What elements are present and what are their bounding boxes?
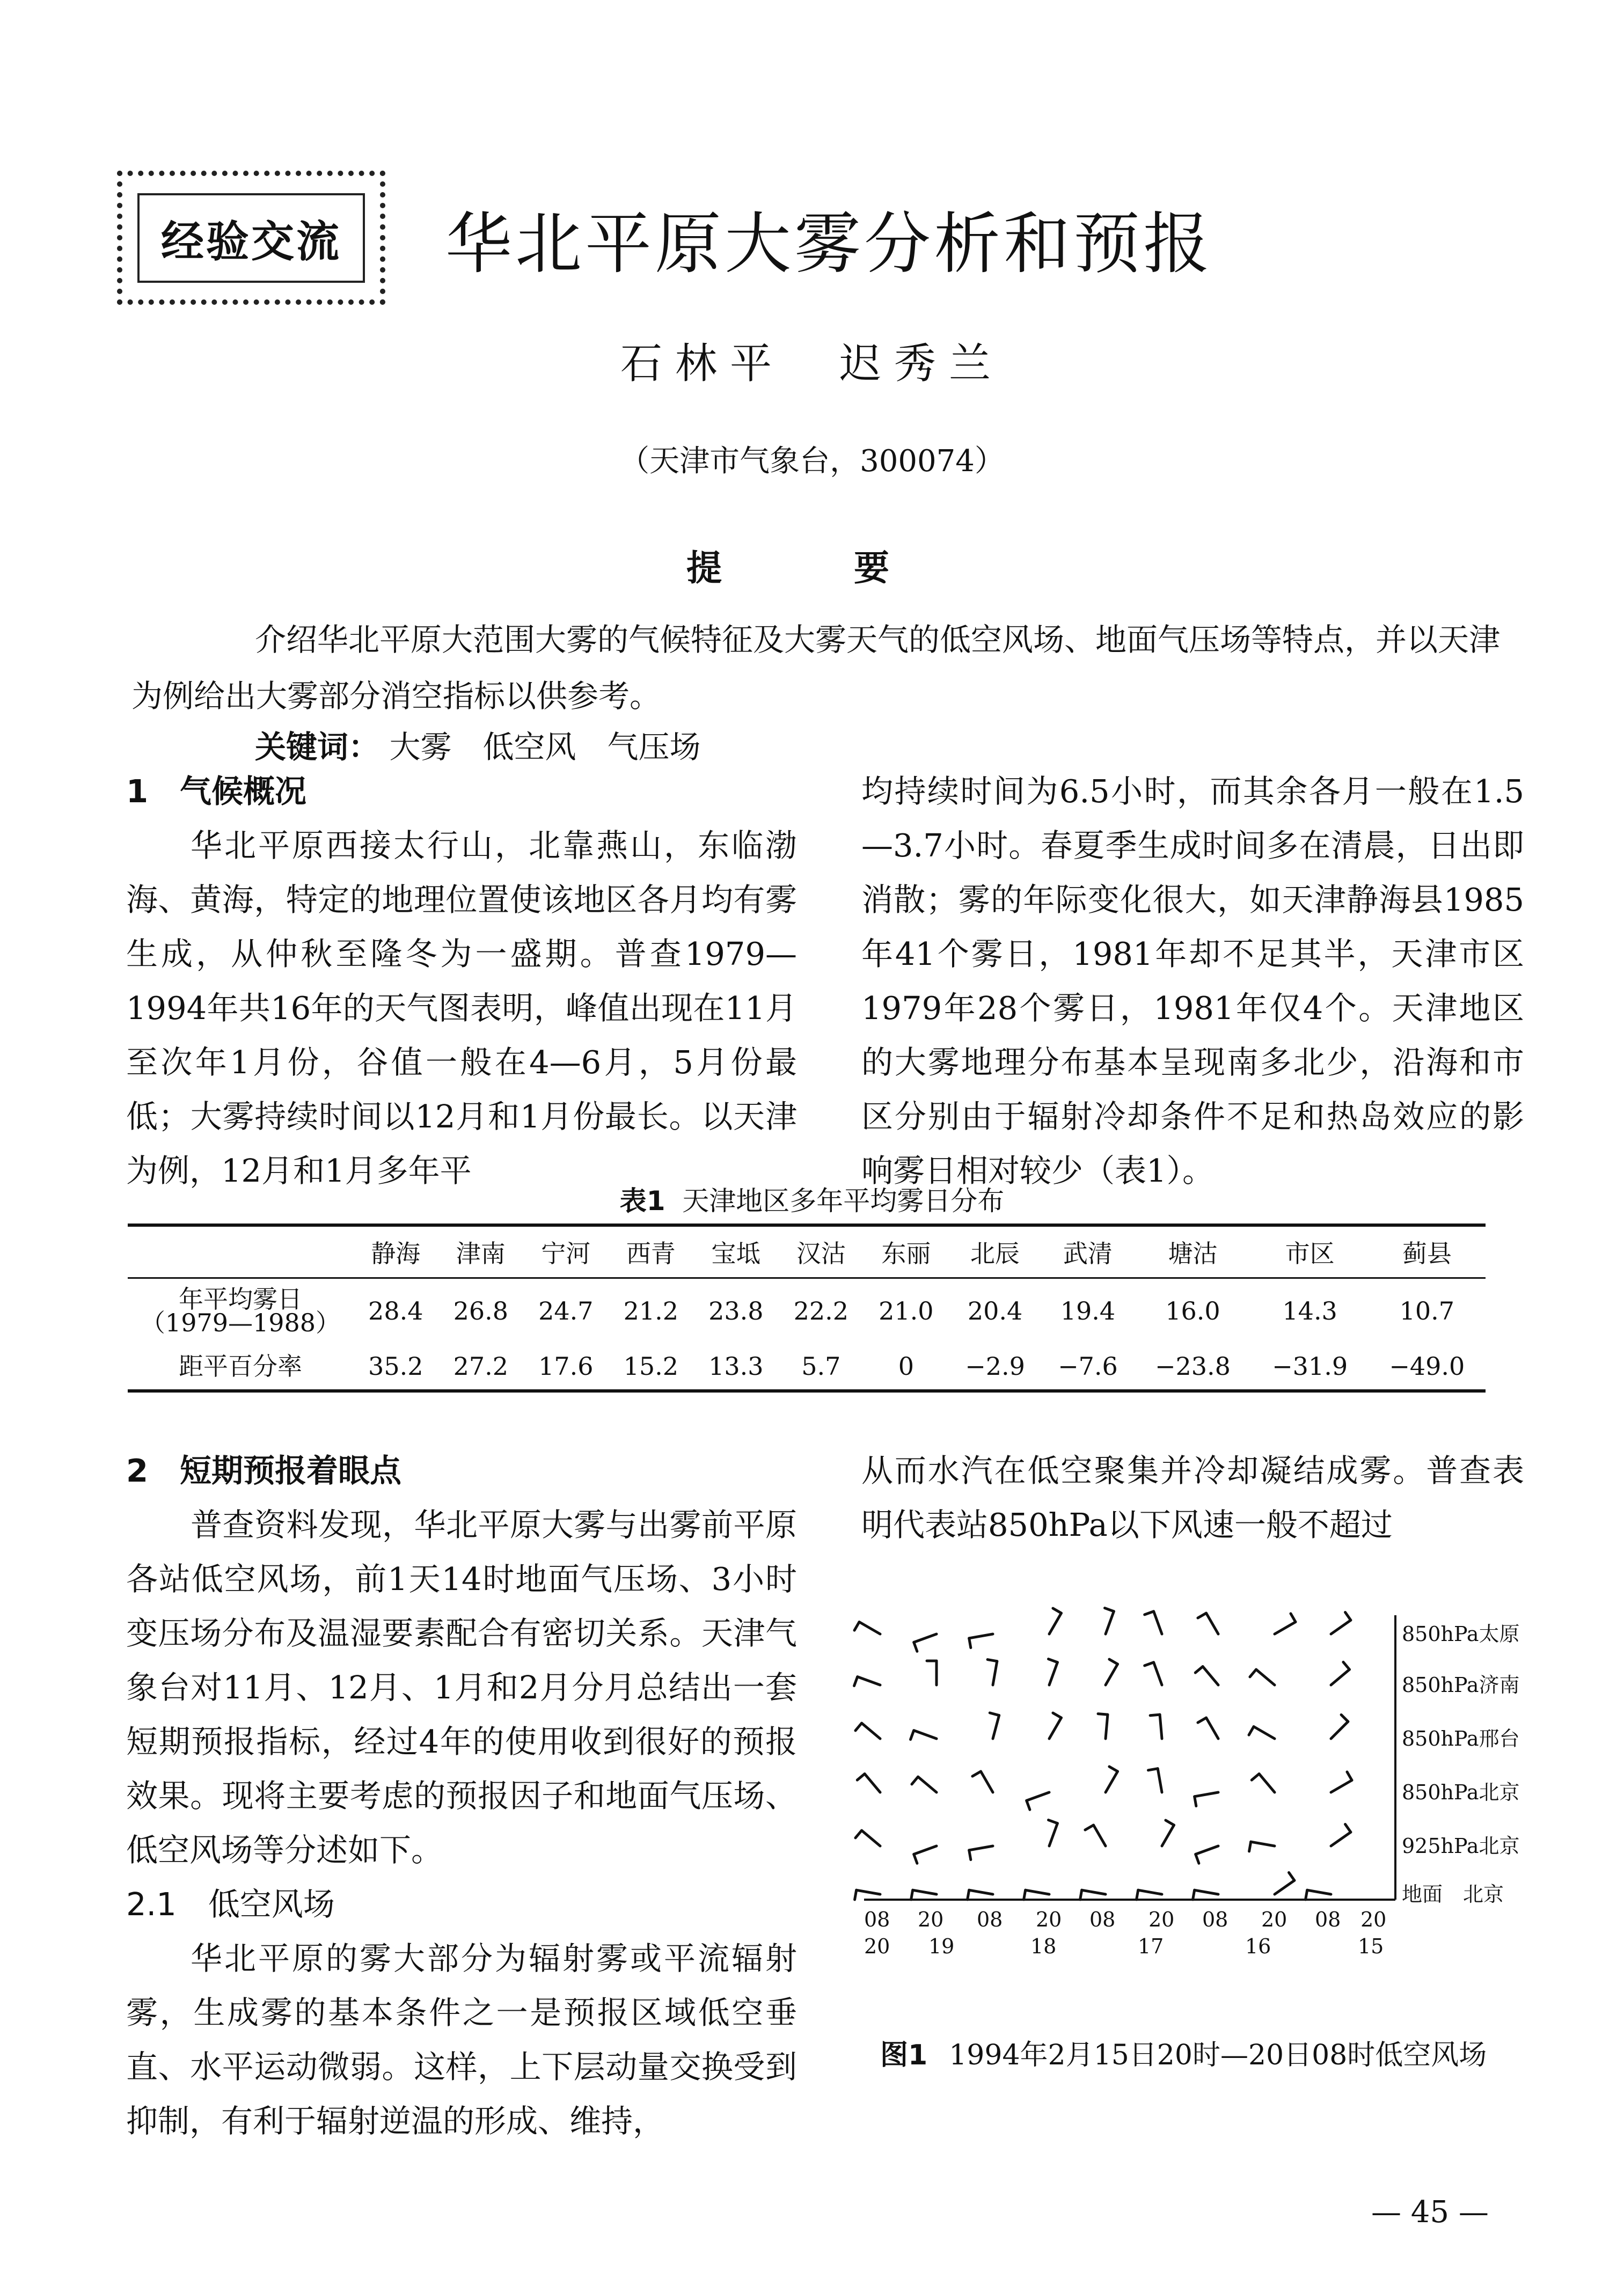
hour-tick: 20 — [1360, 1908, 1387, 1931]
keywords-label: 关键词： — [255, 729, 380, 765]
wind-barb-feather — [1193, 1890, 1195, 1900]
affiliation: （天津市气象台，300074） — [619, 444, 1005, 479]
wind-barb-shaft — [1331, 1721, 1348, 1739]
right-column-2 — [861, 1444, 1524, 1552]
wind-barb-shaft — [969, 1890, 993, 1894]
hour-tick: 20 — [1036, 1908, 1062, 1931]
wind-barb-shaft — [865, 1774, 880, 1792]
wind-barb-shaft — [859, 1622, 880, 1635]
wind-barb-feather — [1291, 1614, 1296, 1622]
wind-barb-feather — [1145, 1662, 1154, 1666]
table-1-caption — [0, 1180, 1624, 1218]
wind-barbs — [854, 1608, 1352, 1900]
wind-barb-feather — [969, 1638, 971, 1648]
wind-field-figure — [859, 1610, 1530, 1958]
column-header: 武清 — [1041, 1225, 1134, 1278]
wind-barb-feather — [1250, 1669, 1256, 1677]
wind-barb-feather — [911, 1731, 914, 1740]
wind-barb-feather — [1306, 1890, 1307, 1900]
column-header: 西青 — [609, 1225, 694, 1278]
wind-barb-shaft — [1331, 1669, 1349, 1685]
wind-barb-feather — [969, 1850, 971, 1860]
wind-barb-shaft — [1049, 1823, 1057, 1846]
table-cell: −7.6 — [1041, 1343, 1134, 1391]
table-cell: 10.7 — [1399, 1296, 1455, 1325]
hour-tick: 08 — [1089, 1908, 1116, 1931]
wind-barb-shaft — [1331, 1781, 1352, 1793]
day-tick: 19 — [928, 1935, 955, 1958]
table-cell: 21.2 — [623, 1296, 679, 1325]
level-label: 925hPa北京 — [1402, 1834, 1520, 1858]
keywords — [255, 722, 700, 767]
column-header: 蓟县 — [1369, 1225, 1486, 1278]
table-cell: 16.0 — [1165, 1296, 1220, 1325]
wind-barb-shaft — [918, 1777, 937, 1792]
wind-barb-shaft — [1206, 1718, 1219, 1739]
table-cell: 23.8 — [708, 1296, 764, 1325]
fog-days-table — [128, 1224, 1486, 1393]
wind-barb-shaft — [862, 1830, 880, 1846]
wind-barb-shaft — [1106, 1664, 1118, 1685]
wind-barb-feather — [1048, 1820, 1057, 1823]
column-header: 静海 — [353, 1225, 438, 1278]
section-2-paragraph-2: 华北平原的雾大部分为辐射雾或平流辐射雾，生成雾的基本条件之一是预报区域低空垂直、水平运动微弱。这样，上下层动量交换受到抑制，有利于辐射逆温的形成、维持， — [126, 1940, 797, 2140]
wind-barb-shaft — [1195, 1890, 1218, 1894]
wind-barb-feather — [1145, 1611, 1154, 1615]
row-label-main: 年平均雾日 — [179, 1285, 302, 1314]
wind-barb-feather — [1080, 1890, 1082, 1900]
wind-barb-shaft — [1196, 1846, 1218, 1854]
wind-barb-shaft — [914, 1634, 937, 1642]
wind-barb-shaft — [1195, 1792, 1218, 1797]
row-label-main: 距平百分率 — [179, 1352, 302, 1381]
wind-barb-feather — [1048, 1659, 1057, 1662]
column-header: 汉沽 — [779, 1225, 864, 1278]
hour-tick: 20 — [1148, 1908, 1175, 1931]
wind-barb-shaft — [981, 1771, 993, 1792]
wind-barb-shaft — [914, 1731, 937, 1739]
table-cell: 17.6 — [523, 1343, 609, 1391]
wind-barb-feather — [1109, 1659, 1118, 1664]
table-cell: −2.9 — [949, 1343, 1042, 1391]
table-cell: 22.2 — [793, 1296, 849, 1325]
wind-barb-shaft — [969, 1846, 993, 1850]
table-cell: 26.8 — [453, 1296, 508, 1325]
wind-barb-feather — [1347, 1772, 1352, 1781]
wind-barb-shaft — [1138, 1890, 1162, 1894]
hour-tick: 08 — [977, 1908, 1003, 1931]
wind-barb-shaft — [1162, 1825, 1174, 1846]
section-2-paragraph-right: 从而水汽在低空聚集并冷却凝结成雾。普查表明代表站850hPa以下风速一般不超过 — [861, 1452, 1524, 1543]
wind-barb-feather — [1341, 1715, 1348, 1721]
wind-barb-shaft — [858, 1677, 880, 1685]
wind-barb-feather — [1148, 1769, 1158, 1770]
wind-barb-shaft — [1275, 1880, 1294, 1894]
table-cell: 21.0 — [879, 1296, 934, 1325]
wind-barb-shaft — [914, 1846, 937, 1854]
level-label: 850hPa太原 — [1402, 1622, 1520, 1646]
wind-barb-shaft — [857, 1890, 880, 1894]
abstract-paragraph: 介绍华北平原大范围大雾的气候特征及大雾天气的低空风场、地面气压场等特点，并以天津为例给出大雾部分消空指标以供参考。 — [131, 621, 1501, 714]
subsection-2-1-heading: 2.1 低空风场 — [126, 1886, 335, 1923]
column-header: 津南 — [438, 1225, 524, 1278]
authors: 石林平 迟秀兰 — [620, 340, 1004, 388]
wind-barb-feather — [855, 1723, 862, 1731]
wind-barb-feather — [1289, 1872, 1294, 1880]
wind-barb-shaft — [1251, 1842, 1275, 1846]
wind-barb-shaft — [1331, 1832, 1351, 1846]
wind-barb-feather — [1343, 1662, 1350, 1669]
table-caption-text: 天津地区多年平均雾日分布 — [682, 1185, 1005, 1217]
wind-barb-feather — [914, 1854, 917, 1863]
wind-barb-feather — [1249, 1842, 1251, 1851]
wind-barb-feather — [1098, 1714, 1108, 1715]
wind-barb-shaft — [993, 1716, 999, 1739]
wind-barb-feather — [990, 1713, 999, 1716]
badge-label: 经验交流 — [137, 193, 365, 283]
level-label: 850hPa济南 — [1402, 1673, 1520, 1697]
wind-barb-feather — [855, 1830, 862, 1838]
wind-barb-feather — [855, 1890, 857, 1900]
wind-barb-shaft — [1206, 1613, 1219, 1634]
hour-tick: 20 — [1261, 1908, 1288, 1931]
wind-barb-shaft — [1154, 1611, 1162, 1634]
wind-barb-shaft — [993, 1661, 997, 1685]
hour-tick: 20 — [918, 1908, 944, 1931]
section-1-paragraph-left: 华北平原西接太行山，北靠燕山，东临渤海、黄海，特定的地理位置使该地区各月均有雾生成，从仲秋至隆冬为一盛期。普查1979—1994年共16年的天气图表明，峰值出现在11月至次年1月份，谷值一般在4—6月，5月份最低；大雾持续时间以12月和1月份最长。以天津为例，12月和1月多年平 — [126, 827, 797, 1189]
wind-barb-feather — [1195, 1667, 1203, 1673]
wind-barb-shaft — [1106, 1715, 1108, 1739]
abstract-text — [131, 612, 1505, 724]
day-tick: 15 — [1358, 1935, 1384, 1958]
wind-barb-shaft — [1106, 1611, 1114, 1634]
section-1-heading: 1 气候概况 — [126, 773, 307, 810]
wind-barb-shaft — [1259, 1774, 1275, 1792]
table-cell: 14.3 — [1282, 1296, 1337, 1325]
wind-barb-shaft — [1082, 1890, 1106, 1894]
column-header: 宝坻 — [693, 1225, 779, 1278]
wind-barb-feather — [972, 1771, 981, 1776]
wind-barb-shaft — [1026, 1890, 1049, 1894]
wind-barb-shaft — [913, 1890, 937, 1894]
table-header-row — [128, 1225, 1486, 1278]
wind-barb-shaft — [1049, 1613, 1062, 1634]
wind-barb-feather — [1053, 1608, 1062, 1613]
wind-barb-shaft — [1158, 1769, 1162, 1792]
wind-barb-shaft — [1307, 1890, 1331, 1894]
wind-barb-feather — [1024, 1890, 1026, 1900]
column-header: 塘沽 — [1134, 1225, 1251, 1278]
wind-barb-shaft — [1049, 1718, 1062, 1739]
wind-barb-shaft — [1094, 1825, 1106, 1846]
wind-barb-shaft — [969, 1634, 993, 1638]
wind-barb-feather — [987, 1660, 997, 1661]
keywords-list: 大雾 低空风 气压场 — [389, 729, 701, 765]
column-header: 宁河 — [523, 1225, 609, 1278]
wind-barb-shaft — [1256, 1669, 1275, 1685]
table-cell: 27.2 — [438, 1343, 524, 1391]
wind-barb-feather — [1198, 1613, 1206, 1618]
column-header: 北辰 — [949, 1225, 1042, 1278]
wind-barb-shaft — [1106, 1771, 1118, 1792]
wind-barb-feather — [1109, 1767, 1118, 1771]
wind-barb-feather — [911, 1890, 913, 1900]
table-cell: −23.8 — [1134, 1343, 1251, 1391]
wind-barb-feather — [912, 1777, 918, 1784]
wind-barb-feather — [854, 1677, 858, 1686]
wind-barb-shaft — [1027, 1792, 1049, 1800]
table-corner — [128, 1225, 353, 1278]
wind-barb-feather — [1252, 1774, 1259, 1781]
table-cell: 0 — [864, 1343, 949, 1391]
table-cell: 24.7 — [538, 1296, 594, 1325]
figure-caption-text: 1994年2月15日20时—20日08时低空风场 — [949, 2039, 1487, 2071]
wind-barb-feather — [1150, 1715, 1160, 1716]
table-cell: 15.2 — [609, 1343, 694, 1391]
wind-barb-feather — [1249, 1727, 1254, 1735]
figure-caption-label: 图1 — [880, 2039, 928, 2071]
level-label: 地面 北京 — [1402, 1882, 1504, 1906]
table-cell: 28.4 — [368, 1296, 423, 1325]
row-label — [128, 1343, 353, 1391]
table-cell: 19.4 — [1060, 1296, 1116, 1325]
hour-tick: 08 — [1315, 1908, 1341, 1931]
day-tick: 16 — [1245, 1935, 1271, 1958]
wind-barb-shaft — [1254, 1727, 1275, 1739]
wind-barb-feather — [1137, 1890, 1138, 1900]
table-cell: 35.2 — [353, 1343, 438, 1391]
row-label-sub: （1979—1988） — [140, 1308, 341, 1337]
section-2-paragraph-1: 普查资料发现，华北平原大雾与出雾前平原各站低空风场，前1天14时地面气压场、3小时变压场分布及温湿要素配合有密切关系。天津气象台对11月、12月、1月和2月分月总结出一套短期预报指标，经过4年的使用收到很好的预报效果。现将主要考虑的预报因子和地面气压场、低空风场等分述如下。 — [126, 1506, 797, 1869]
right-column-1 — [861, 764, 1524, 1198]
wind-barb-feather — [1198, 1718, 1206, 1723]
wind-barb-feather — [1085, 1825, 1094, 1830]
day-tick: 18 — [1030, 1935, 1057, 1958]
wind-barb-feather — [854, 1622, 859, 1631]
wind-barb-feather — [1196, 1854, 1199, 1863]
table-row — [128, 1343, 1486, 1391]
left-column-1 — [126, 764, 797, 1198]
wind-barb-shaft — [1160, 1715, 1162, 1739]
wind-barb-shaft — [1275, 1622, 1296, 1635]
left-column-2 — [126, 1444, 797, 2148]
wind-barb-shaft — [1203, 1667, 1218, 1685]
row-label — [128, 1278, 353, 1344]
wind-barb-feather — [1027, 1800, 1030, 1810]
wind-barb-feather — [1053, 1713, 1062, 1718]
wind-barb-feather — [857, 1774, 865, 1781]
wind-barb-shaft — [1049, 1662, 1057, 1685]
section-1-paragraph-right: 均持续时间为6.5小时，而其余各月一般在1.5—3.7小时。春夏季生成时间多在清晨，日出即消散；雾的年际变化很大，如天津静海县1985年41个雾日，1981年却不足其半，天津市区1979年28个雾日，1981年仅4个。天津地区的大雾地理分布基本呈现南多北少，沿海和市区分别由于辐射冷却条件不足和热岛效应的影响雾日相对较少（表1）。 — [861, 773, 1524, 1189]
wind-barb-feather — [914, 1642, 917, 1651]
table-row — [128, 1278, 1486, 1344]
section-badge — [117, 171, 385, 305]
table-cell: 5.7 — [779, 1343, 864, 1391]
wind-barb-feather — [1345, 1612, 1351, 1620]
wind-barb-feather — [1104, 1608, 1114, 1611]
abstract-heading: 提 要 — [686, 547, 938, 589]
column-header: 东丽 — [864, 1225, 949, 1278]
table-cell: −31.9 — [1252, 1343, 1369, 1391]
table-cell: −49.0 — [1369, 1343, 1486, 1391]
hour-tick: 08 — [864, 1908, 890, 1931]
wind-barb-shaft — [862, 1723, 880, 1739]
article-title: 华北平原大雾分析和预报 — [445, 206, 1213, 283]
table-cell: 13.3 — [693, 1343, 779, 1391]
wind-barb-shaft — [1331, 1620, 1351, 1634]
hour-tick: 08 — [1202, 1908, 1228, 1931]
table-cell: 20.4 — [967, 1296, 1023, 1325]
wind-barb-feather — [1166, 1820, 1174, 1825]
level-label: 850hPa北京 — [1402, 1781, 1520, 1804]
table-caption-label: 表1 — [619, 1185, 665, 1217]
figure-1-caption — [880, 2034, 1524, 2077]
level-label: 850hPa邢台 — [1402, 1727, 1520, 1750]
day-tick: 17 — [1138, 1935, 1164, 1958]
page-number: — 45 — — [1371, 2195, 1489, 2230]
wind-barb-shaft — [1154, 1662, 1162, 1685]
column-header: 市区 — [1252, 1225, 1369, 1278]
wind-barb-feather — [1345, 1824, 1351, 1832]
wind-barb-feather — [968, 1890, 969, 1900]
wind-barb-feather — [1195, 1797, 1196, 1806]
section-2-heading: 2 短期预报着眼点 — [126, 1452, 402, 1489]
day-tick: 20 — [864, 1935, 890, 1958]
